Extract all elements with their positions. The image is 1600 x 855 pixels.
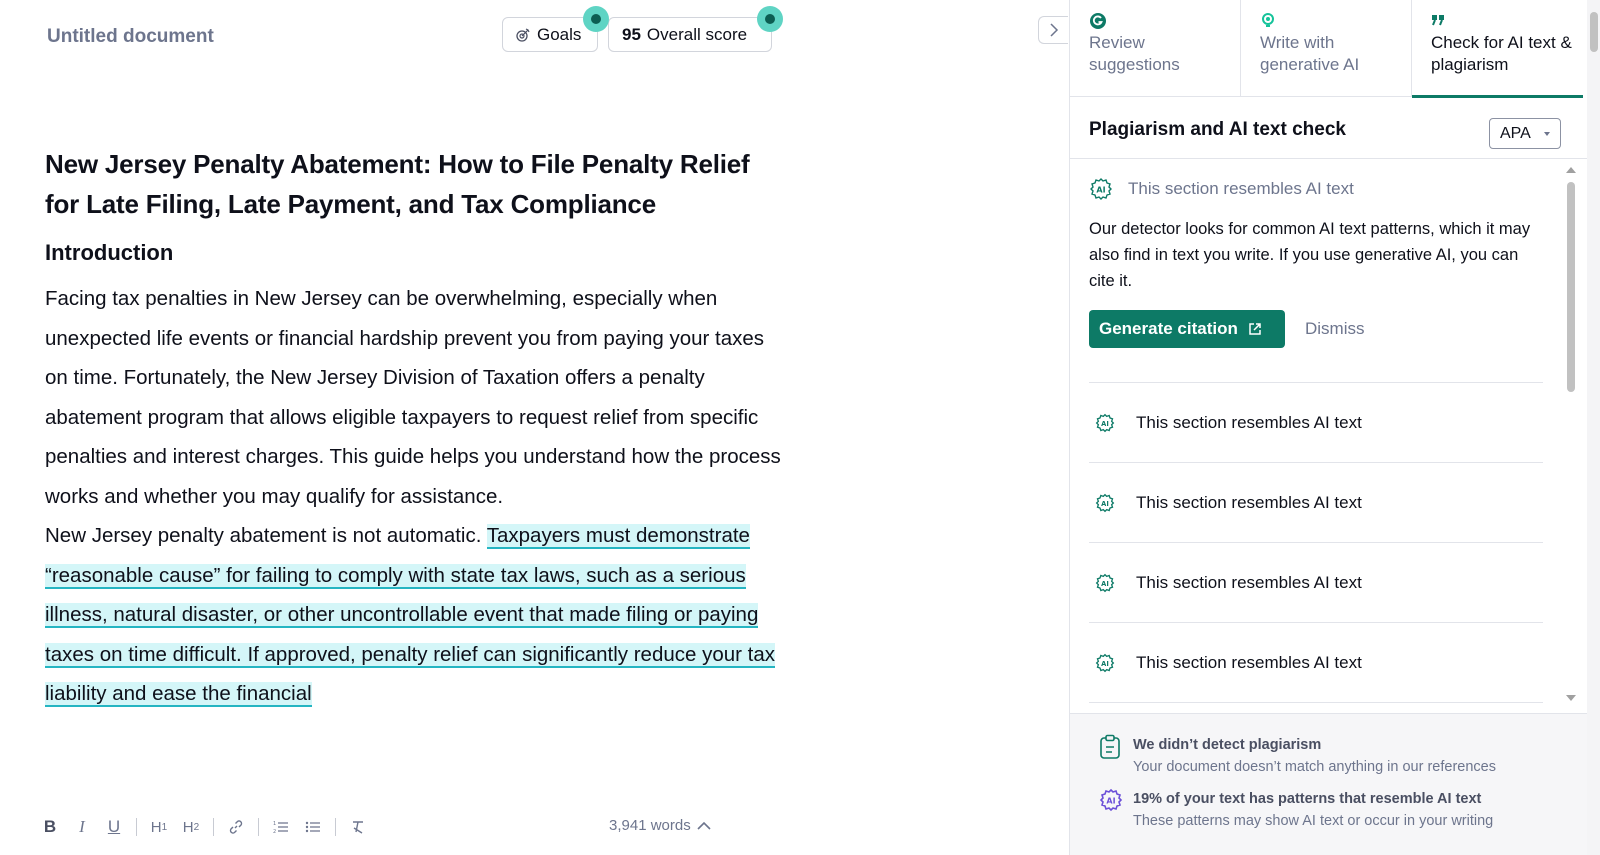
ai-result-label: This section resembles AI text [1136,652,1362,672]
section-heading: Introduction [45,240,174,265]
clear-format-button[interactable] [344,814,372,840]
ai-result-row[interactable] [1089,462,1543,542]
ai-result-card-expanded[interactable] [1089,176,1543,348]
italic-button[interactable]: I [79,817,85,836]
tab-label: Review suggestions [1089,33,1180,74]
svg-text:AI: AI [1101,419,1109,428]
paragraph-plain-text: New Jersey penalty abatement is not automatic. [45,524,487,547]
ai-text-summary [1099,788,1493,832]
format-toolbar [36,814,376,840]
ai-brain-icon [1095,493,1115,513]
ai-card-description: Our detector looks for common AI text patterns, which it may also find in text you write. If you use generative AI, you can cite it. [1089,220,1531,290]
collapse-panel-button[interactable] [1038,16,1068,44]
overall-score-button[interactable] [608,17,772,52]
goals-status-dot-icon [583,6,609,32]
ai-brain-icon [1095,413,1115,433]
document-body[interactable] [45,144,785,794]
svg-text:AI: AI [1101,579,1109,588]
ai-results-list [1070,160,1587,712]
clipboard-icon [1099,734,1123,778]
ai-result-label: This section resembles AI text [1136,412,1362,432]
panel-scrollbar[interactable] [1587,0,1600,855]
bold-button[interactable]: B [43,817,57,836]
dismiss-button[interactable]: Dismiss [1305,319,1365,338]
svg-text:AI: AI [1106,796,1116,806]
heading1-button[interactable] [145,814,173,840]
scrollbar-thumb[interactable] [1567,182,1575,392]
ai-card-title: This section resembles AI text [1128,179,1354,198]
ai-text-title: 19% of your text has patterns that resemble AI text [1133,791,1482,807]
toolbar-divider [258,818,259,836]
bullet-list-button[interactable] [299,814,327,840]
tab-label: Check for AI text & plagiarism [1431,33,1572,74]
word-count-button[interactable] [609,817,711,834]
citation-style-value: APA [1500,124,1531,142]
check-summary-footer [1070,713,1587,855]
ai-result-row[interactable] [1089,382,1543,462]
heading2-label: H [182,818,194,836]
heading2-level: 2 [193,821,200,833]
generate-citation-label: Generate citation [1099,319,1238,338]
tab-ai-plagiarism-check[interactable] [1412,0,1583,97]
score-label: Overall score [646,24,748,44]
goals-label: Goals [537,24,582,44]
assistant-panel [1069,0,1600,855]
caret-down-icon [1544,132,1550,136]
paragraph-intro: Facing tax penalties in New Jersey can be overwhelming, especially when unexpected life events or financial hardship prevent you from paying your taxes on time. Fortunately, the New Jersey Division of Taxation offers a penalty abatement program that allows eligible taxpayers to request relief from specific penalties and interest charges. This guide helps you understand how the process works and whether you may qualify for assistance. [45,287,781,508]
heading2-button[interactable] [177,814,205,840]
external-link-icon [1248,322,1262,336]
bullet-list-icon [305,820,321,834]
chevron-up-icon [697,821,711,831]
word-count-label: 3,941 words [609,817,691,834]
plagiarism-subtitle: Your document doesn’t match anything in our references [1133,759,1496,775]
scrollbar-thumb[interactable] [1590,12,1598,52]
citation-style-select[interactable] [1489,118,1561,149]
plagiarism-title: We didn’t detect plagiarism [1133,737,1322,753]
ai-brain-icon [1095,653,1115,673]
quote-icon [1431,11,1583,31]
chevron-right-icon [1049,23,1059,37]
plagiarism-summary [1099,734,1496,778]
document-title[interactable]: Untitled document [47,26,214,47]
ai-result-label: This section resembles AI text [1136,572,1362,592]
generate-citation-button[interactable] [1089,310,1285,348]
tab-review-suggestions[interactable] [1070,0,1241,97]
ai-result-row[interactable] [1089,542,1543,622]
ai-badge-icon [1099,788,1123,832]
toolbar-divider [136,818,137,836]
ai-result-row[interactable] [1089,622,1543,702]
svg-text:2: 2 [273,829,277,834]
target-icon [516,28,530,42]
svg-text:AI: AI [1096,185,1106,195]
document-heading: New Jersey Penalty Abatement: How to File Penalty Relief for Late Filing, Late Payment, and Tax Compliance [45,149,750,219]
ai-brain-icon [1089,177,1113,201]
list-divider [1089,702,1543,712]
toolbar-divider [335,818,336,836]
ai-text-subtitle: These patterns may show AI text or occur in your writing [1133,813,1494,829]
results-scrollbar[interactable] [1565,164,1577,704]
grammarly-logo-icon [1089,11,1240,31]
tab-label: Write with generative AI [1260,33,1360,74]
ai-brain-icon [1095,573,1115,593]
svg-text:1: 1 [273,821,277,827]
score-status-dot-icon [757,6,783,32]
numbered-list-icon [273,820,289,834]
underline-button[interactable]: U [107,817,121,836]
clear-format-icon [351,820,365,834]
lightbulb-icon [1260,11,1411,31]
heading1-level: 1 [161,821,168,833]
check-title: Plagiarism and AI text check [1089,119,1346,140]
ai-highlighted-text[interactable]: Taxpayers must demonstrate “reasonable cause” for failing to comply with state tax laws, such as a serious illness, natural disaster, or other uncontrollable event that made filing or paying taxes on time difficult. If approved, penalty relief can significantly reduce your tax liability and ease the financial [45,524,776,705]
link-button[interactable] [222,814,250,840]
panel-tabs [1070,0,1583,97]
heading1-label: H [150,818,162,836]
link-icon [228,819,244,835]
scroll-down-icon[interactable] [1566,695,1576,701]
tab-generative-ai[interactable] [1241,0,1412,97]
paragraph-second [45,516,785,714]
toolbar-divider [213,818,214,836]
ai-result-label: This section resembles AI text [1136,492,1362,512]
svg-text:AI: AI [1101,499,1109,508]
check-header [1070,97,1587,159]
svg-text:AI: AI [1101,659,1109,668]
scroll-up-icon[interactable] [1566,167,1576,173]
score-value: 95 [622,24,641,44]
numbered-list-button[interactable] [267,814,295,840]
